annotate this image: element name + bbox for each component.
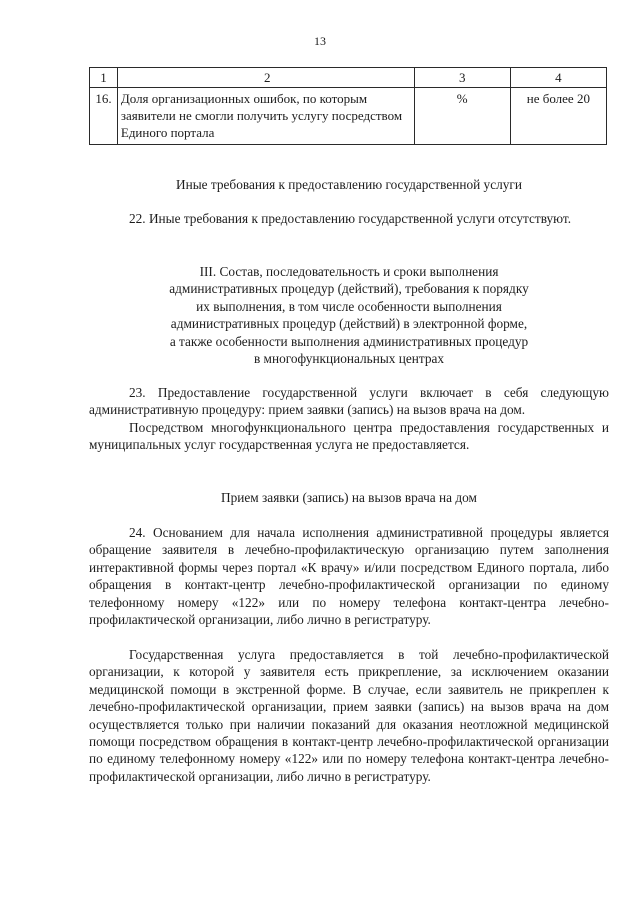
paragraph-24-service: Государственная услуга предоставляется в той лечебно-профилактической организации, к которой у заявителя есть прикрепление, за исключением оказании медицинской помощи в экстренной форме. В случае, если заявитель не прикреплен к лечебно-профилактической организации, прием заявки (запись) на вызов врача на дом осуществляется только при наличии показаний для оказания неотложной медицинской помощи посредством обращения в контакт-центр лечебно-профилактической организации по единому телефонному номеру «122» или по номеру телефона контакт-центра лечебно-профилактической организации, либо лично в регистратуру. (89, 647, 609, 784)
row-value: не более 20 (510, 88, 606, 145)
section-heading-line: административных процедур (действий), требования к порядку (169, 281, 529, 297)
row-unit: % (414, 88, 510, 145)
paragraph-23-mfc: Посредством многофункционального центра предоставления государственных и муниципальных услуг государственная услуга не предоставляется. (89, 420, 609, 453)
section-heading-line: в многофункциональных центрах (253, 351, 445, 367)
requirements-table (89, 67, 607, 145)
section-heading-line: а также особенности выполнения административных процедур (169, 333, 529, 349)
table-header-cell: 2 (117, 68, 414, 88)
section-heading-line: III. Состав, последовательность и сроки выполнения (199, 264, 499, 279)
paragraph-23: 23. Предоставление государственной услуги включает в себя следующую административную процедуру: прием заявки (запись) на вызов врача на дом. (89, 385, 609, 418)
row-indicator: Доля организационных ошибок, по которым заявители не смогли получить услугу посредством Единого портала (117, 88, 414, 145)
table-header-cell: 4 (510, 68, 606, 88)
paragraph-24: 24. Основанием для начала исполнения административной процедуры является обращение заявителя в лечебно-профилактическую организацию путем заполнения интерактивной формы через портал «К врачу» и/или посредством Единого портала, либо обращения в контакт-центр лечебно-профилактической организации по единому телефонному номеру «122» или по номеру телефона контакт-центра лечебно-профилактической организации, либо лично в регистратуру. (89, 525, 609, 628)
paragraph-22: 22. Иные требования к предоставлению государственной услуги отсутствуют. (129, 211, 572, 226)
table-header-row (90, 68, 607, 88)
section-heading-line: административных процедур (действий) в электронной форме, (170, 316, 528, 332)
heading-reception: Прием заявки (запись) на вызов врача на дом (221, 490, 477, 505)
section-heading-line: их выполнения, в том числе особенности выполнения (196, 298, 502, 314)
table-header-cell: 1 (90, 68, 118, 88)
table-row (90, 88, 607, 145)
table-header-cell: 3 (414, 68, 510, 88)
heading-other-requirements: Иные требования к предоставлению государственной услуги (176, 177, 522, 192)
section-3-heading (89, 263, 609, 367)
page-number: 13 (314, 34, 326, 48)
row-number: 16. (90, 88, 118, 145)
